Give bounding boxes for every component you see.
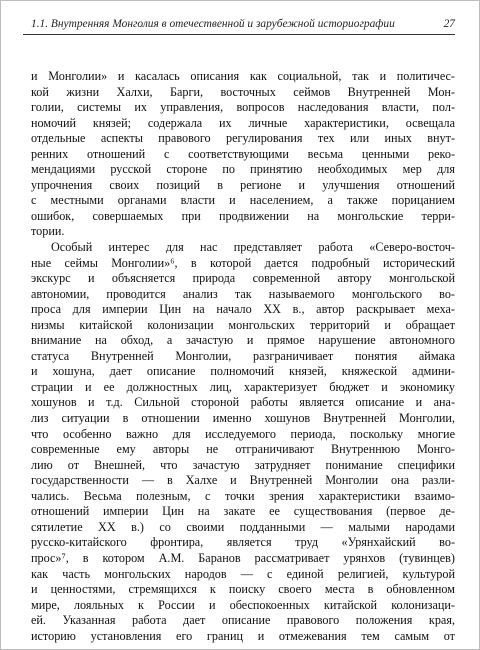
text-line: и Монголии» и касалась описания как социальной, так и политичес- [31,69,455,83]
text-line: и хошуна, дает описание полномочий князей, княжеской админи- [31,364,455,379]
text-line: лию от Внешней, что зачастую затрудняет понимание специфики [31,457,455,472]
text-line: отдельные аспекты правового регулирования тех или иных внут- [31,131,455,146]
text-line: как часть монгольских народов — с единой религией, культурой [31,566,455,581]
text-line: мендациями русской стороне по принятию необходимых мер для [31,162,455,177]
text-line: проса для империи Цин на начало XX в., автор раскрывает меха- [31,302,455,317]
text-line: статуса Внутренней Монголии, разграничивает понятия аймака [31,348,455,363]
text-line: голии, системы их управления, вопросов наследования власти, пол- [31,100,455,115]
text-line: мире, лояльных к России и обеспокоенных китайской колонизаци- [31,597,455,612]
text-line: русско-китайского фронтира, является труд «Урянхайский во- [31,535,455,550]
text-line: хошунов и т.д. Сильной стороной работы является описание и ана- [31,395,455,410]
running-head-title: 1.1. Внутренняя Монголия в отечественной и зарубежной историографии [31,18,395,30]
running-head [23,14,455,35]
text-line: чались. Весьма полезным, с точки зрения характеристики взаимо- [31,488,455,503]
text-line: ей. Указанная работа дает описание правового положения края, [31,613,455,628]
text-line: государственности — в Халхе и Внутренней Монголии она разли- [31,473,455,488]
text-line: автономии, проводится анализ так называемого монгольского во- [31,286,455,301]
text-line: прос»⁷, в котором А.М. Баранов рассматривает урянхов (тувинцев) [31,550,455,565]
text-line: экскурс и объясняется природа современной автору монгольской [31,271,455,286]
text-line: сятилетие XX в.) со своими подданными — малыми народами [31,519,455,534]
text-line: ные сеймы Монголии»⁶, в которой дается подробный исторический [31,255,455,270]
text-line: внимание на обход, а зачастую и прямое нарушение автономного [31,333,455,348]
text-line: лиз ситуации в отношении именно хошунов Внутренней Монголии, [31,411,455,426]
page-number: 27 [443,18,455,30]
text-line: кой жизни Халхи, Барги, восточных сеймов Внутренней Мон- [31,84,455,99]
text-line: современные ему авторы не отграничивают Внутреннюю Монго- [31,442,455,457]
text-line: историю установления его границ и отмежевания тем самым от [31,628,455,643]
text-line: низмы китайской колонизации монгольских территорий и обращает [31,317,455,332]
text-line: тории. [31,224,65,239]
text-line: ошибок, совершаемых при продвижении на монгольские терри- [31,208,455,223]
text-line: ренних отношений с соответствующими весьма ценными реко- [31,146,455,161]
text-line: отношений империи Цин на закате ее существования (первое де- [31,504,455,519]
text-line: Особый интерес для нас представляет работа «Северо-восточ- [51,240,455,255]
text-line: с местными органами власти и населением, а также порицанием [31,193,455,208]
text-line: номочий князей; содержала их личные характеристики, освещала [31,115,455,130]
text-line: что особенно важно для исследуемого периода, поскольку многие [31,426,455,441]
text-line: и ценностями, стремящихся к поиску своего места в обновленном [31,582,455,597]
text-line: страции и ее должностных лиц, характеризует бюджет и экономику [31,379,455,394]
body-text [31,69,455,644]
text-line: упрочнения своих позиций в регионе и улучшения отношений [31,177,455,192]
